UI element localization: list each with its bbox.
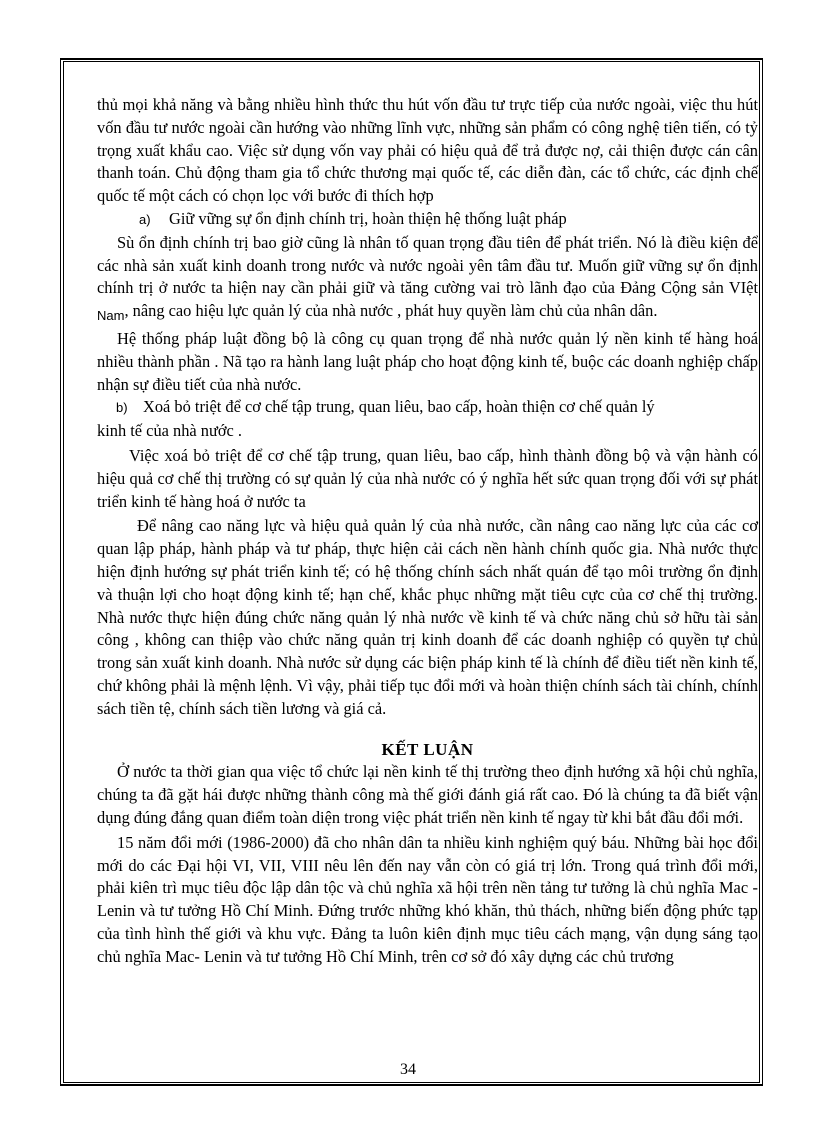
section-b-title-continued: kinh tế của nhà nước . xyxy=(97,421,242,441)
section-a-p1-text: Sù ổn định chính trị bao giờ cũng là nhân tố quan trọng đầu tiên để phát triển. Nó là điều kiện để các nhà sản xuất kinh doanh trong nước và nước ngoài yên tâm đầu tư. Muốn giữ vững sự ổn định chính trị ở nước ta hiện nay cần phải giữ và tăng cường vai trò lãnh đạo của Đảng Cộng sản VIệt xyxy=(97,232,758,298)
conclusion-paragraph-1: Ở nước ta thời gian qua việc tổ chức lại nền kinh tế thị trường theo định hướng xã hội chủ nghĩa, chúng ta đã gặt hái được những thành công mà thế giới đánh giá rất cao. Đó là chúng ta đã biết vận dụng đúng đắng quan điểm toàn diện trong việc phát triển nền kinh tế ngay từ khi bắt đầu đổi mới. xyxy=(97,762,758,827)
section-a-p1-text-end: , nâng cao hiệu lực quản lý của nhà nước , phát huy quyền làm chủ của nhân dân. xyxy=(124,301,658,321)
section-a-heading xyxy=(139,208,758,232)
section-a-paragraph-1 xyxy=(97,232,758,328)
section-a-marker: a) xyxy=(139,211,151,227)
page-number: 34 xyxy=(400,1061,416,1078)
section-b-paragraph-1: Việc xoá bỏ triệt để cơ chế tập trung, quan liêu, bao cấp, hình thành đồng bộ và vận hành có hiệu quả cơ chế thị trường có sự quản lý của nhà nước có ý nghĩa hết sức quan trọng đối với sự phát triển kinh tế hàng hoá ở nước ta xyxy=(97,445,758,511)
section-b-title: Xoá bỏ triệt để cơ chế tập trung, quan liêu, bao cấp, hoàn thiện cơ chế quản lý xyxy=(143,397,655,417)
conclusion-paragraph-2: 15 năm đổi mới (1986-2000) đã cho nhân dân ta nhiều kinh nghiệm quý báu. Những bài học đổi mới do các Đại hội VI, VII, VIII nêu lên đến nay vẫn còn có giá trị lớn. Trong quá trình đổi mới, phải kiên trì mục tiêu độc lập dân tộc và chủ nghĩa xã hội trên nền tảng tư tưởng là chủ nghĩa Mac - Lenin và tư tưởng Hồ Chí Minh. Đứng trước những khó khăn, thủ thách, những biến động phức tạp của tình hình thế giới và khu vực. Đảng ta luôn kiên định mục tiêu cách mạng, vận dụng sáng tạo chủ nghĩa Mac- Lenin và tư tưởng Hồ Chí Minh, trên cơ sở đó xây dựng các chủ trương xyxy=(97,832,758,966)
conclusion-title: KẾT LUẬN xyxy=(381,739,474,759)
section-b-paragraph-2: Để nâng cao năng lực và hiệu quả quản lý của nhà nước, cần nâng cao năng lực của các cơ quan lập pháp, hành pháp và tư pháp, thực hiện cải cách nền hành chính quốc gia. Nhà nước thực hiện định hướng sự phát triển kinh tế; có hệ thống chính sách nhất quán để tạo môi trường ổn định và thuận lợi cho hoạt động kinh tế; hạn chế, khắc phục những mặt tiêu cực của cơ chế thị trường. Nhà nước thực hiện đúng chức năng quản lý nhà nước về kinh tế và chức năng chủ sở hữu tài sản công , không can thiệp vào chức năng quản trị kinh doanh để các doanh nghiệp có quyền tự chủ trong sản xuất kinh doanh. Nhà nước sử dụng các biện pháp kinh tế là chính để điều tiết nền kinh tế, chứ không phải là mệnh lệnh. Vì vậy, phải tiếp tục đổi mới và hoàn thiện chính sách tài chính, chính sách tiền tệ, chính sách tiền lương và giá cả. xyxy=(97,516,758,718)
section-b-marker: b) xyxy=(116,400,128,416)
section-a-paragraph-2: Hệ thống pháp luật đồng bộ là công cụ quan trọng để nhà nước quản lý nền kinh tế hàng hoá nhiều thành phần . Nã tạo ra hành lang luật pháp cho hoạt động kinh tế, buộc các doanh nghiệp chấp nhận sự điều tiết của nhà nước. xyxy=(97,328,758,394)
section-b-heading xyxy=(116,396,758,420)
section-a-p1-subscript: Nam xyxy=(97,308,125,324)
paragraph-intro: thủ mọi khả năng và bằng nhiều hình thức thu hút vốn đầu tư trực tiếp của nước ngoài, việc thu hút vốn đầu tư nước ngoài cần hướng vào những lĩnh vực, những sản phẩm có công nghệ tiên tiến, có tỷ trọng xuất khẩu cao. Việc sử dụng vốn vay phải có hiệu quả để trả được nợ, cải thiện được cán cân thanh toán. Chủ động tham gia tổ chức thương mại quốc tế, các diễn đàn, các tổ chức, các định chế quốc tế một cách có chọn lọc với bước đi thích hợp xyxy=(97,95,758,206)
section-a-title: Giữ vững sự ổn định chính trị, hoàn thiện hệ thống luật pháp xyxy=(169,208,567,228)
document-body xyxy=(97,94,758,968)
